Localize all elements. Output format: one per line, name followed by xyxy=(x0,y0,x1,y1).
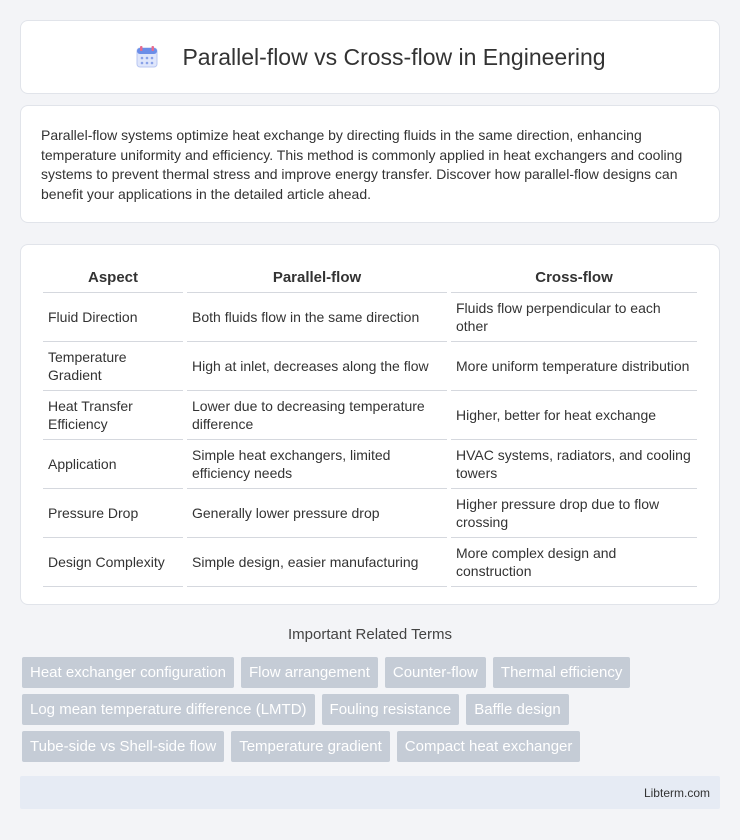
footer xyxy=(20,776,720,809)
cell-cross-flow: More complex design and construction xyxy=(451,538,697,587)
footer-site-link[interactable]: Libterm.com xyxy=(643,785,710,800)
comparison-card xyxy=(20,244,720,605)
related-term-tag[interactable]: Tube-side vs Shell-side flow xyxy=(22,731,224,762)
table-row xyxy=(43,440,697,489)
calendar-icon xyxy=(134,44,160,70)
table-row xyxy=(43,293,697,342)
cell-parallel-flow: Simple design, easier manufacturing xyxy=(187,538,447,587)
cell-cross-flow: Higher pressure drop due to flow crossing xyxy=(451,489,697,538)
related-term-tag[interactable]: Counter-flow xyxy=(385,657,486,688)
cell-aspect: Design Complexity xyxy=(43,538,183,587)
header-parallel-flow: Parallel-flow xyxy=(187,263,447,293)
cell-cross-flow: Higher, better for heat exchange xyxy=(451,391,697,440)
cell-cross-flow: HVAC systems, radiators, and cooling towers xyxy=(451,440,697,489)
header-aspect: Aspect xyxy=(43,263,183,293)
cell-aspect: Heat Transfer Efficiency xyxy=(43,391,183,440)
related-term-tag[interactable]: Compact heat exchanger xyxy=(397,731,581,762)
table-row xyxy=(43,342,697,391)
related-term-tag[interactable]: Baffle design xyxy=(466,694,568,725)
related-terms-list xyxy=(22,657,722,768)
intro-paragraph: Parallel-flow systems optimize heat exchange by directing fluids in the same direction, enhancing temperature uniformity and efficiency. This method is commonly applied in heat exchangers and cooling systems to prevent thermal stress and improve energy transfer. Discover how parallel-flow designs can benefit your applications in the detailed article ahead. xyxy=(41,127,683,202)
related-term-tag[interactable]: Fouling resistance xyxy=(322,694,460,725)
title-card xyxy=(20,20,720,94)
header-cross-flow: Cross-flow xyxy=(451,263,697,293)
page-title: Parallel-flow vs Cross-flow in Engineering xyxy=(182,43,606,70)
cell-parallel-flow: Generally lower pressure drop xyxy=(187,489,447,538)
cell-aspect: Temperature Gradient xyxy=(43,342,183,391)
cell-cross-flow: Fluids flow perpendicular to each other xyxy=(451,293,697,342)
related-term-tag[interactable]: Temperature gradient xyxy=(231,731,390,762)
table-row xyxy=(43,538,697,587)
cell-aspect: Fluid Direction xyxy=(43,293,183,342)
cell-parallel-flow: Lower due to decreasing temperature difference xyxy=(187,391,447,440)
cell-cross-flow: More uniform temperature distribution xyxy=(451,342,697,391)
cell-parallel-flow: Simple heat exchangers, limited efficiency needs xyxy=(187,440,447,489)
intro-card xyxy=(20,105,720,223)
related-term-tag[interactable]: Flow arrangement xyxy=(241,657,378,688)
related-terms-heading: Important Related Terms xyxy=(288,626,452,643)
table-row xyxy=(43,489,697,538)
cell-parallel-flow: Both fluids flow in the same direction xyxy=(187,293,447,342)
comparison-table xyxy=(39,263,701,587)
related-term-tag[interactable]: Thermal efficiency xyxy=(493,657,630,688)
table-row xyxy=(43,391,697,440)
cell-aspect: Application xyxy=(43,440,183,489)
related-term-tag[interactable]: Log mean temperature difference (LMTD) xyxy=(22,694,315,725)
cell-aspect: Pressure Drop xyxy=(43,489,183,538)
related-term-tag[interactable]: Heat exchanger configuration xyxy=(22,657,234,688)
cell-parallel-flow: High at inlet, decreases along the flow xyxy=(187,342,447,391)
table-header-row xyxy=(43,263,697,293)
